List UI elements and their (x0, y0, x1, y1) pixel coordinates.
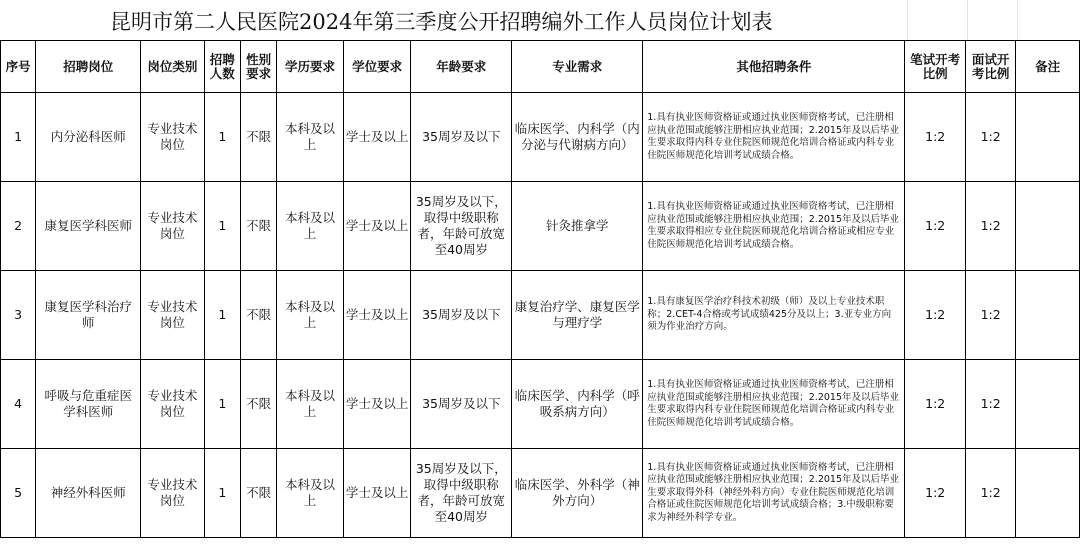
cell-education: 本科及以上 (277, 449, 344, 538)
cell-no: 3 (1, 271, 36, 360)
cell-age: 35周岁及以下 (411, 360, 512, 449)
cell-education: 本科及以上 (277, 182, 344, 271)
cell-age: 35周岁及以下 (411, 271, 512, 360)
header-category: 岗位类别 (141, 41, 205, 93)
cell-other: 1.具有执业医师资格证或通过执业医师资格考试，已注册相应执业范围或能够注册相应执业范围；2.2015年及以后毕业生要求取得内科专业住院医师规范化培训合格证或内科专业住院医师规范化培训考试成绩合格。 (643, 93, 905, 182)
cell-count: 1 (204, 271, 240, 360)
cell-remark (1016, 182, 1080, 271)
cell-written: 1:2 (905, 271, 966, 360)
cell-interview: 1:2 (965, 93, 1015, 182)
cell-count: 1 (204, 360, 240, 449)
cell-age: 35周岁及以下，取得中级职称者，年龄可放宽至40周岁 (411, 449, 512, 538)
cell-gender: 不限 (240, 360, 276, 449)
cell-major: 临床医学、内科学（呼吸系病方向） (512, 360, 643, 449)
header-major: 专业需求 (512, 41, 643, 93)
cell-major: 临床医学、内科学（内分泌与代谢病方向） (512, 93, 643, 182)
cell-gender: 不限 (240, 182, 276, 271)
cell-no: 5 (1, 449, 36, 538)
table-row (1, 93, 1080, 182)
header-degree: 学位要求 (343, 41, 411, 93)
cell-other: 1.具有康复医学治疗科技术初级（师）及以上专业技术职称；2.CET-4合格或考试成绩425分及以上；3.亚专业方向须为作业治疗方向。 (643, 271, 905, 360)
cell-remark (1016, 449, 1080, 538)
cell-gender: 不限 (240, 271, 276, 360)
header-position: 招聘岗位 (36, 41, 141, 93)
cell-written: 1:2 (905, 449, 966, 538)
cell-age: 35周岁及以下 (411, 93, 512, 182)
cell-other: 1.具有执业医师资格证或通过执业医师资格考试，已注册相应执业范围或能够注册相应执业范围；2.2015年及以后毕业生要求取得外科（神经外科方向）专业住院医师规范化培训合格证或住院医师规范化培训考试成绩合格；3.中级职称要求为神经外科学专业。 (643, 449, 905, 538)
cell-category: 专业技术岗位 (141, 271, 205, 360)
table-row (1, 360, 1080, 449)
cell-position: 康复医学科治疗师 (36, 271, 141, 360)
table-row (1, 271, 1080, 360)
header-interview: 面试开考比例 (965, 41, 1015, 93)
cell-no: 1 (1, 93, 36, 182)
cell-remark (1016, 360, 1080, 449)
header-other: 其他招聘条件 (643, 41, 905, 93)
cell-major: 针灸推拿学 (512, 182, 643, 271)
cell-written: 1:2 (905, 93, 966, 182)
cell-degree: 学士及以上 (343, 271, 411, 360)
cell-major: 康复治疗学、康复医学与理疗学 (512, 271, 643, 360)
grid-line (1017, 0, 1018, 40)
cell-written: 1:2 (905, 360, 966, 449)
header-row (1, 41, 1080, 93)
cell-position: 神经外科医师 (36, 449, 141, 538)
table-row (1, 449, 1080, 538)
page-title: 昆明市第二人民医院2024年第三季度公开招聘编外工作人员岗位计划表 (110, 10, 773, 34)
header-remark: 备注 (1016, 41, 1080, 93)
cell-category: 专业技术岗位 (141, 360, 205, 449)
recruitment-table (0, 40, 1080, 538)
cell-position: 康复医学科医师 (36, 182, 141, 271)
cell-position: 呼吸与危重症医学科医师 (36, 360, 141, 449)
cell-category: 专业技术岗位 (141, 449, 205, 538)
cell-degree: 学士及以上 (343, 182, 411, 271)
cell-interview: 1:2 (965, 271, 1015, 360)
cell-education: 本科及以上 (277, 360, 344, 449)
header-no: 序号 (1, 41, 36, 93)
cell-interview: 1:2 (965, 449, 1015, 538)
header-count: 招聘人数 (204, 41, 240, 93)
cell-gender: 不限 (240, 93, 276, 182)
cell-category: 专业技术岗位 (141, 182, 205, 271)
cell-count: 1 (204, 449, 240, 538)
cell-other: 1.具有执业医师资格证或通过执业医师资格考试，已注册相应执业范围或能够注册相应执业范围；2.2015年及以后毕业生要求取得内科专业住院医师规范化培训合格证或内科专业住院医师规范化培训考试成绩合格。 (643, 360, 905, 449)
header-gender: 性别要求 (240, 41, 276, 93)
cell-remark (1016, 93, 1080, 182)
cell-no: 4 (1, 360, 36, 449)
cell-no: 2 (1, 182, 36, 271)
cell-count: 1 (204, 182, 240, 271)
cell-degree: 学士及以上 (343, 449, 411, 538)
cell-category: 专业技术岗位 (141, 93, 205, 182)
title-bar (0, 0, 1080, 40)
cell-count: 1 (204, 93, 240, 182)
header-age: 年龄要求 (411, 41, 512, 93)
cell-gender: 不限 (240, 449, 276, 538)
cell-remark (1016, 271, 1080, 360)
cell-education: 本科及以上 (277, 271, 344, 360)
cell-position: 内分泌科医师 (36, 93, 141, 182)
cell-education: 本科及以上 (277, 93, 344, 182)
cell-degree: 学士及以上 (343, 93, 411, 182)
cell-interview: 1:2 (965, 182, 1015, 271)
cell-interview: 1:2 (965, 360, 1015, 449)
table-row (1, 182, 1080, 271)
cell-major: 临床医学、外科学（神外方向） (512, 449, 643, 538)
cell-degree: 学士及以上 (343, 360, 411, 449)
grid-line (967, 0, 968, 40)
cell-other: 1.具有执业医师资格证或通过执业医师资格考试，已注册相应执业范围或能够注册相应执业范围；2.2015年及以后毕业生要求取得相应专业住院医师规范化培训合格证或相应专业住院医师规范化培训考试成绩合格。 (643, 182, 905, 271)
header-education: 学历要求 (277, 41, 344, 93)
cell-age: 35周岁及以下，取得中级职称者，年龄可放宽至40周岁 (411, 182, 512, 271)
cell-written: 1:2 (905, 182, 966, 271)
header-written: 笔试开考比例 (905, 41, 966, 93)
grid-line (907, 0, 908, 40)
